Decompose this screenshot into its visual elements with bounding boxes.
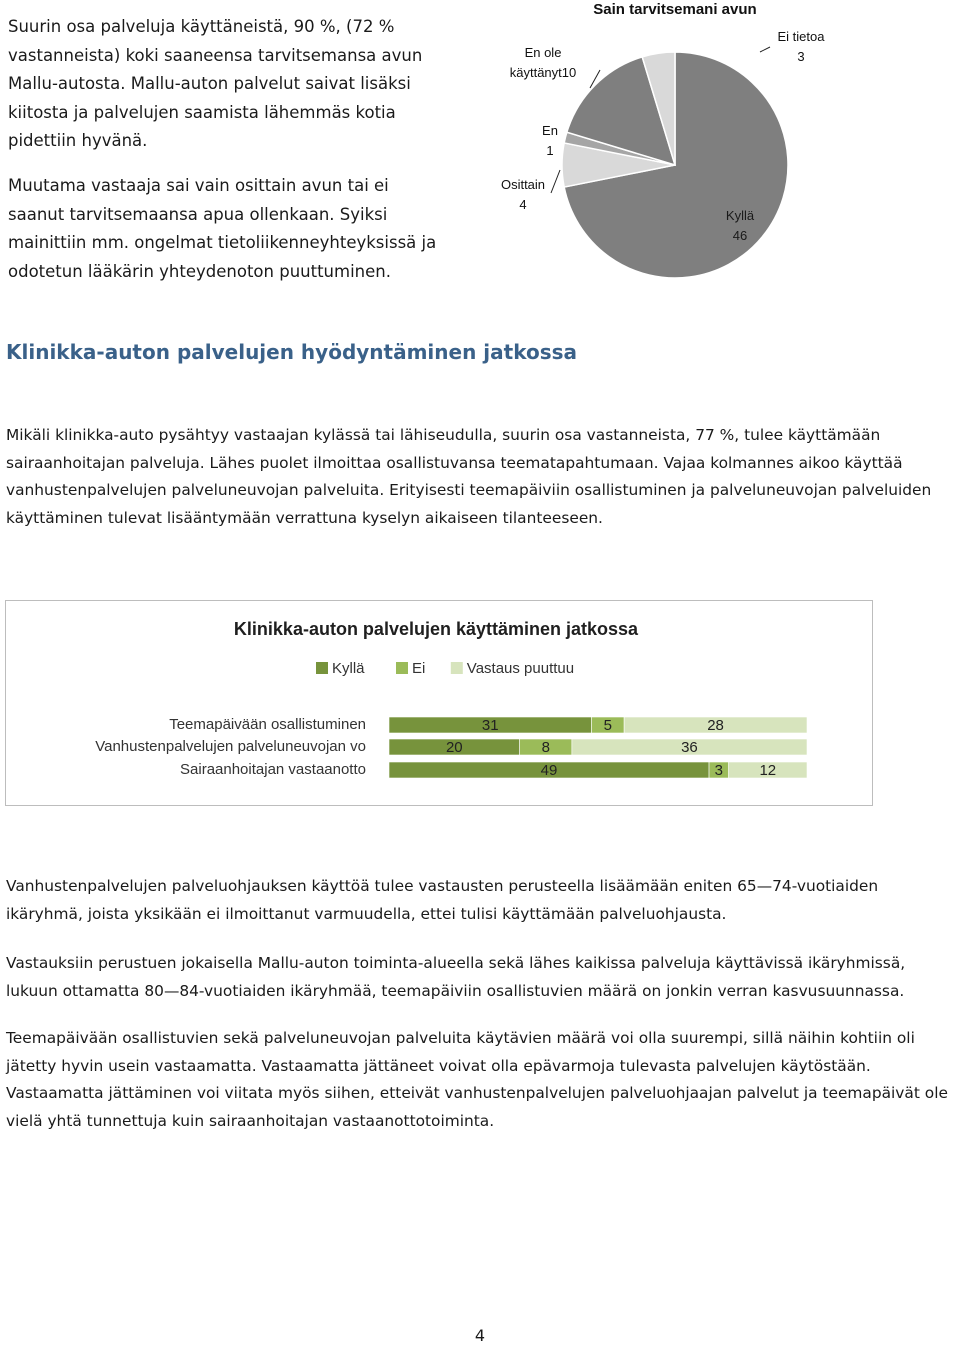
- pie-leader-line: [760, 47, 770, 52]
- section-heading: Klinikka-auton palvelujen hyödyntäminen jatkossa: [6, 340, 578, 364]
- pie-label-kyllä: Kyllä 46: [725, 208, 755, 243]
- bar-category-label: Sairaanhoitajan vastaanotto: [180, 761, 366, 778]
- bar-chart: [6, 601, 872, 805]
- pie-leader-line: [551, 170, 560, 193]
- bar-value-label: 36: [681, 739, 698, 756]
- bar-chart-title: Klinikka-auton palvelujen käyttäminen jatkossa: [233, 619, 639, 639]
- pie-label-ei-tietoa: Ei tietoa 3: [777, 29, 825, 64]
- pie-title: Sain tarvitsemani avun: [593, 1, 757, 18]
- bar-category-label: Teemapäivään osallistuminen: [169, 716, 366, 733]
- pie-label-en: En 1: [542, 123, 558, 158]
- paragraph-usage-summary: Mikäli klinikka-auto pysähtyy vastaajan kylässä tai lähiseudulla, suurin osa vastanneista, 77 %, tulee käyttämään sairaanhoitajan palveluja. Lähes puolet ilmoittaa osallistuvansa teematapahtumaan. Vajaa kolmannes aikoo käyttää vanhustenpalvelujen palveluneuvojan palveluita. Erityisesti teemapäiviin osallistuminen ja palveluneuvojan palveluiden käyttäminen tulevat lisääntymään verrattuna kyselyn aikaiseen tilanteeseen.: [6, 426, 932, 527]
- pie-label-osittain: Osittain 4: [500, 177, 546, 212]
- paragraph-theme-days: Vastauksiin perustuen jokaisella Mallu-auton toiminta-alueella sekä lähes kaikissa palveluja käyttävissä ikäryhmissä, lukuun ottamatta 80—84-vuotiaiden ikäryhmää, teemapäiviin osallistuvien määrä on jonkin verran kasvusuunnassa.: [6, 954, 906, 1000]
- legend-label-ei: Ei: [412, 660, 426, 677]
- intro-paragraph-1: Suurin osa palveluja käyttäneistä, 90 %, (72 % vastanneista) koki saaneensa tarvitsemansa avun Mallu-autosta. Mallu-auton palvelut saivat lisäksi kiitosta ja palvelujen saamista lähemmäs kotia pidettiin hyvänä.: [8, 17, 423, 150]
- legend-swatch-kyllä: [316, 662, 328, 674]
- intro-paragraph-2: Muutama vastaaja sai vain osittain avun tai ei saanut tarvitsemaansa apua ollenkaan. Syiksi mainittiin mm. ongelmat tietoliikenneyhteyksissä ja odotetun lääkärin yhteydenoton puuttuminen.: [8, 176, 437, 281]
- bar-value-label: 8: [541, 739, 550, 756]
- paragraph-non-response: Teemapäivään osallistuvien sekä palveluneuvojan palveluita käytävien määrä voi olla suurempi, sillä näihin kohtiin oli jätetty hyvin usein vastaamatta. Vastaamatta jättäneet voivat olla epävarmoja tulevasta palvelujen käytöstään. Vastaamatta jättäminen voi viitata myös siihen, etteivät vanhustenpalvelujen palveluohjaajan palvelut ja teemapäivät ole vielä yhtä tunnettuja kuin sairaanhoitajan vastaanottotoiminta.: [6, 1029, 948, 1130]
- bar-value-label: 28: [707, 717, 724, 734]
- legend-swatch-ei: [396, 662, 408, 674]
- bar-value-label: 12: [759, 762, 777, 779]
- legend-label-kyllä: Kyllä: [332, 660, 365, 677]
- bar-value-label: 20: [445, 739, 463, 756]
- bar-value-label: 3: [714, 762, 724, 779]
- bar-value-label: 49: [540, 762, 558, 779]
- legend-swatch-vastaus-puuttuu: [451, 662, 463, 674]
- bar-category-label: Vanhustenpalvelujen palveluneuvojan vo: [95, 738, 366, 755]
- bar-chart-frame: [5, 600, 873, 806]
- bar-value-label: 31: [481, 717, 499, 734]
- legend-label-vastaus-puuttuu: Vastaus puuttuu: [466, 660, 575, 677]
- paragraph-guidance: Vanhustenpalvelujen palveluohjauksen käyttöä tulee vastausten perusteella lisäämään eniten 65—74-vuotiaiden ikäryhmä, joista yksikään ei ilmoittanut varmuudella, ettei tulisi käyttämään palveluohjausta.: [6, 877, 879, 923]
- bar-value-label: 5: [603, 717, 612, 734]
- page-number: 4: [474, 1326, 486, 1345]
- pie-label-en-ole-käyttänyt: En ole käyttänyt10: [509, 45, 577, 80]
- pie-chart: [480, 0, 960, 290]
